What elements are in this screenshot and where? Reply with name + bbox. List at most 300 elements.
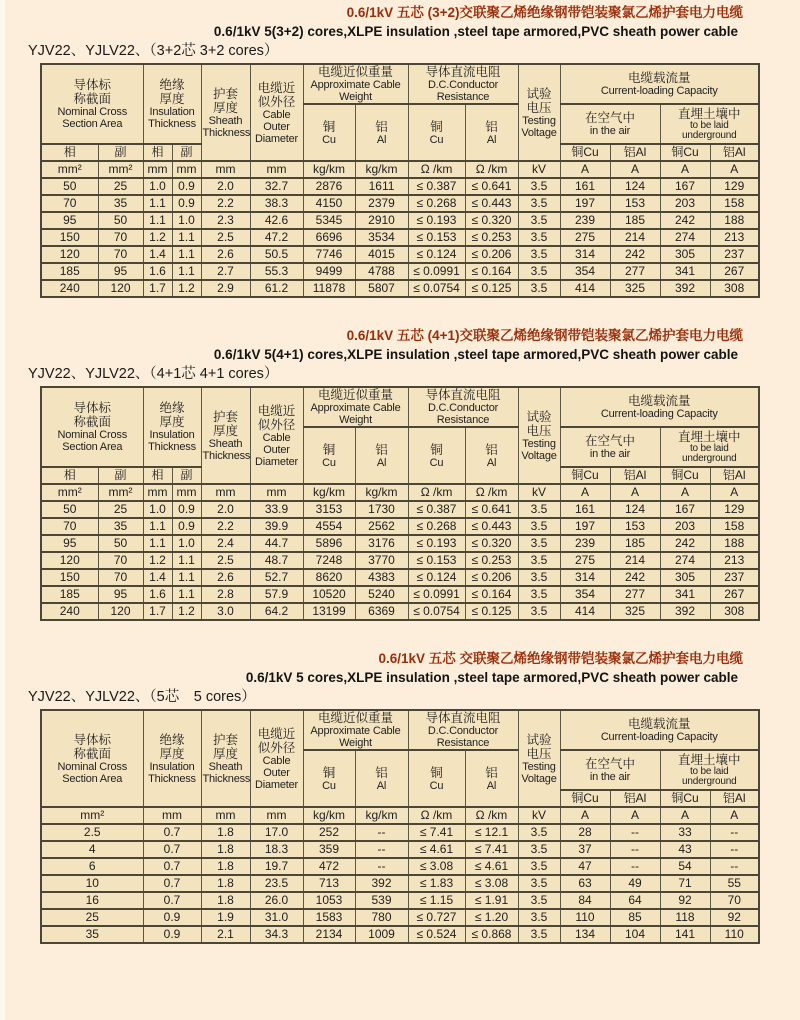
data-cell: 167 bbox=[660, 178, 710, 195]
section-title-cn: 0.6/1kV 五芯 (4+1)交联聚乙烯绝缘钢带铠装聚氯乙烯护套电力电缆 bbox=[346, 328, 743, 343]
subcol-phase: 相 bbox=[143, 144, 172, 161]
data-cell: 308 bbox=[710, 280, 759, 297]
table-row bbox=[41, 824, 759, 841]
col-header-weight-al: 铝 Al bbox=[355, 104, 408, 161]
data-cell: 3.5 bbox=[518, 280, 560, 297]
col-header-underground: 直埋土壤中 to be laid underground bbox=[660, 104, 759, 144]
data-cell: 275 bbox=[560, 552, 610, 569]
units-row bbox=[41, 807, 759, 824]
data-cell: 6369 bbox=[355, 603, 408, 620]
label-cn: 绝缘厚度 bbox=[159, 78, 185, 106]
unit-cell: kg/km bbox=[355, 161, 408, 178]
data-cell: 3770 bbox=[355, 552, 408, 569]
data-cell: 2876 bbox=[303, 178, 355, 195]
unit-cell: mm² bbox=[41, 807, 143, 824]
data-cell: 64 bbox=[610, 892, 660, 909]
data-cell: 1.0 bbox=[143, 501, 172, 518]
unit-cell: mm bbox=[250, 484, 303, 501]
data-cell: 341 bbox=[660, 586, 710, 603]
unit-cell: A bbox=[710, 484, 759, 501]
data-cell: 38.3 bbox=[250, 195, 303, 212]
data-cell: ≤ 0.387 bbox=[408, 178, 465, 195]
data-cell: 188 bbox=[710, 535, 759, 552]
data-cell: 150 bbox=[41, 569, 98, 586]
data-cell: 3.5 bbox=[518, 501, 560, 518]
data-cell: 305 bbox=[660, 246, 710, 263]
col-header-capacity: 电缆载流量 Current-loading Capacity bbox=[560, 387, 759, 427]
data-cell: ≤ 0.164 bbox=[465, 263, 518, 280]
data-cell: 1.1 bbox=[172, 569, 201, 586]
unit-cell: mm bbox=[143, 807, 201, 824]
data-cell: ≤ 0.125 bbox=[465, 603, 518, 620]
label-cn: 电缆近似外径 bbox=[257, 80, 296, 109]
unit-cell: A bbox=[710, 161, 759, 178]
data-cell: ≤ 0.727 bbox=[408, 909, 465, 926]
data-cell: -- bbox=[610, 824, 660, 841]
col-header-testing bbox=[518, 64, 560, 161]
data-cell: 252 bbox=[303, 824, 355, 841]
col-header-resistance: 导体直流电阻 D.C.Conductor Resistance bbox=[408, 710, 518, 750]
cable-section-4plus1 bbox=[0, 326, 800, 621]
data-cell: 57.9 bbox=[250, 586, 303, 603]
data-cell: 49 bbox=[610, 875, 660, 892]
units-row bbox=[41, 161, 759, 178]
data-cell: 17.0 bbox=[250, 824, 303, 841]
data-cell: ≤ 0.0754 bbox=[408, 603, 465, 620]
subcol-cu: 铜Cu bbox=[560, 467, 610, 484]
data-cell: 35 bbox=[98, 518, 143, 535]
model-line: YJV22、YJLV22、（3+2芯 3+2 cores） bbox=[28, 43, 279, 59]
subcol-aux: 副 bbox=[98, 467, 143, 484]
label-en: D.C.Conductor Resistance bbox=[427, 79, 499, 103]
subcol-cu: 铜Cu bbox=[660, 790, 710, 807]
data-cell: 2.2 bbox=[201, 518, 250, 535]
data-cell: 50.5 bbox=[250, 246, 303, 263]
data-cell: 104 bbox=[610, 926, 660, 943]
data-cell: 18.3 bbox=[250, 841, 303, 858]
data-cell: 70 bbox=[41, 518, 98, 535]
data-cell: 3176 bbox=[355, 535, 408, 552]
data-cell: 414 bbox=[560, 603, 610, 620]
label-en: Approximate Cable Weight bbox=[310, 79, 401, 103]
unit-cell: A bbox=[610, 807, 660, 824]
data-cell: 2.9 bbox=[201, 280, 250, 297]
data-cell: 25 bbox=[41, 909, 143, 926]
subcol-al: 铝Al bbox=[710, 467, 759, 484]
data-cell: 54 bbox=[660, 858, 710, 875]
col-header-weight-cu: 铜 Cu bbox=[303, 427, 355, 484]
data-cell: 392 bbox=[355, 875, 408, 892]
data-cell: 308 bbox=[710, 603, 759, 620]
col-header-resistance-cu: 铜 Cu bbox=[408, 750, 465, 807]
data-cell: 1730 bbox=[355, 501, 408, 518]
data-cell: 2.3 bbox=[201, 212, 250, 229]
subcol-phase: 相 bbox=[143, 467, 172, 484]
data-cell: 274 bbox=[660, 229, 710, 246]
data-cell: 120 bbox=[41, 552, 98, 569]
data-cell: 1.2 bbox=[143, 229, 172, 246]
data-cell: 354 bbox=[560, 263, 610, 280]
data-cell: -- bbox=[355, 824, 408, 841]
label-en: Sheath Thickness bbox=[202, 114, 251, 139]
data-cell: ≤ 0.641 bbox=[465, 178, 518, 195]
data-cell: 3.5 bbox=[518, 586, 560, 603]
data-cell: 214 bbox=[610, 552, 660, 569]
col-header-resistance-cu: 铜 Cu bbox=[408, 104, 465, 161]
data-cell: ≤ 1.15 bbox=[408, 892, 465, 909]
data-cell: 3.0 bbox=[201, 603, 250, 620]
data-cell: 16 bbox=[41, 892, 143, 909]
data-cell: 2.6 bbox=[201, 246, 250, 263]
unit-cell: mm bbox=[250, 807, 303, 824]
data-cell: 0.9 bbox=[172, 195, 201, 212]
col-header-weight: 电缆近似重量 Approximate Cable Weight bbox=[303, 387, 408, 427]
data-cell: 472 bbox=[303, 858, 355, 875]
data-cell: 92 bbox=[710, 909, 759, 926]
data-cell: 267 bbox=[710, 263, 759, 280]
data-cell: 1.8 bbox=[201, 892, 250, 909]
data-cell: 70 bbox=[98, 552, 143, 569]
data-cell: 4015 bbox=[355, 246, 408, 263]
subcol-al: 铝Al bbox=[610, 790, 660, 807]
data-cell: 392 bbox=[660, 280, 710, 297]
spec-table-4plus1 bbox=[40, 386, 760, 621]
data-cell: 3.5 bbox=[518, 841, 560, 858]
col-header-nominal bbox=[41, 64, 143, 144]
col-header-resistance-cu: 铜 Cu bbox=[408, 427, 465, 484]
col-header-sheath: 护套厚度 Sheath Thickness bbox=[201, 387, 250, 484]
col-header-diameter: 电缆近似外径 Cable Outer Diameter bbox=[250, 710, 303, 807]
data-cell: 277 bbox=[610, 263, 660, 280]
data-cell: 1.7 bbox=[143, 280, 172, 297]
data-cell: 341 bbox=[660, 263, 710, 280]
label-en: Insulation Thickness bbox=[148, 106, 196, 130]
col-header-resistance: 导体直流电阻 D.C.Conductor Resistance bbox=[408, 387, 518, 427]
label-cn: 试验电压 bbox=[526, 86, 552, 115]
data-cell: ≤ 0.524 bbox=[408, 926, 465, 943]
data-cell: 23.5 bbox=[250, 875, 303, 892]
data-cell: ≤ 0.125 bbox=[465, 280, 518, 297]
unit-cell: A bbox=[660, 807, 710, 824]
data-cell: 1.4 bbox=[143, 246, 172, 263]
data-cell: 48.7 bbox=[250, 552, 303, 569]
data-cell: 1.1 bbox=[172, 552, 201, 569]
unit-cell: kg/km bbox=[303, 161, 355, 178]
data-cell: 237 bbox=[710, 246, 759, 263]
unit-cell: A bbox=[610, 161, 660, 178]
data-cell: ≤ 1.91 bbox=[465, 892, 518, 909]
data-cell: 95 bbox=[98, 586, 143, 603]
data-cell: 239 bbox=[560, 212, 610, 229]
data-cell: 3.5 bbox=[518, 552, 560, 569]
data-cell: 2.6 bbox=[201, 569, 250, 586]
table-row bbox=[41, 909, 759, 926]
data-cell: 8620 bbox=[303, 569, 355, 586]
subcol-phase: 相 bbox=[41, 144, 98, 161]
data-cell: ≤ 0.0754 bbox=[408, 280, 465, 297]
data-cell: 242 bbox=[660, 535, 710, 552]
unit-cell: kg/km bbox=[303, 807, 355, 824]
data-cell: 11878 bbox=[303, 280, 355, 297]
data-cell: 50 bbox=[41, 501, 98, 518]
data-cell: 2.8 bbox=[201, 586, 250, 603]
data-cell: 5345 bbox=[303, 212, 355, 229]
data-cell: 4554 bbox=[303, 518, 355, 535]
data-cell: 110 bbox=[710, 926, 759, 943]
data-cell: 4788 bbox=[355, 263, 408, 280]
subcol-al: 铝Al bbox=[610, 144, 660, 161]
unit-cell: Ω /km bbox=[408, 161, 465, 178]
unit-cell: A bbox=[710, 807, 759, 824]
unit-cell: mm bbox=[172, 484, 201, 501]
data-cell: 325 bbox=[610, 280, 660, 297]
data-cell: 3.5 bbox=[518, 178, 560, 195]
data-cell: 5240 bbox=[355, 586, 408, 603]
data-cell: 0.9 bbox=[172, 501, 201, 518]
data-cell: 1.2 bbox=[172, 603, 201, 620]
data-cell: 124 bbox=[610, 178, 660, 195]
data-cell: 1.1 bbox=[172, 586, 201, 603]
table-body bbox=[41, 501, 759, 620]
data-cell: 120 bbox=[98, 603, 143, 620]
data-cell: ≤ 12.1 bbox=[465, 824, 518, 841]
unit-cell: kg/km bbox=[303, 484, 355, 501]
table-row bbox=[41, 552, 759, 569]
data-cell: 70 bbox=[98, 569, 143, 586]
data-cell: 3.5 bbox=[518, 926, 560, 943]
table-row bbox=[41, 841, 759, 858]
data-cell: 392 bbox=[660, 603, 710, 620]
table-row bbox=[41, 518, 759, 535]
table-row bbox=[41, 229, 759, 246]
data-cell: 203 bbox=[660, 195, 710, 212]
data-cell: 314 bbox=[560, 246, 610, 263]
unit-cell: kg/km bbox=[355, 484, 408, 501]
unit-cell: mm bbox=[201, 484, 250, 501]
data-cell: 2910 bbox=[355, 212, 408, 229]
data-cell: 61.2 bbox=[250, 280, 303, 297]
data-cell: 3.5 bbox=[518, 229, 560, 246]
data-cell: 70 bbox=[98, 246, 143, 263]
data-cell: ≤ 0.164 bbox=[465, 586, 518, 603]
data-cell: 4383 bbox=[355, 569, 408, 586]
data-cell: ≤ 1.20 bbox=[465, 909, 518, 926]
data-cell: ≤ 0.253 bbox=[465, 552, 518, 569]
data-cell: 31.0 bbox=[250, 909, 303, 926]
data-cell: 4150 bbox=[303, 195, 355, 212]
table-row bbox=[41, 501, 759, 518]
subcol-aux: 副 bbox=[172, 467, 201, 484]
data-cell: 274 bbox=[660, 552, 710, 569]
col-header-capacity: 电缆载流量 Current-loading Capacity bbox=[560, 710, 759, 750]
data-cell: 3.5 bbox=[518, 603, 560, 620]
label-en: Testing Voltage bbox=[521, 114, 557, 139]
data-cell: 3.5 bbox=[518, 858, 560, 875]
data-cell: 10520 bbox=[303, 586, 355, 603]
data-cell: 95 bbox=[41, 212, 98, 229]
section-title-en: 0.6/1kV 5 cores,XLPE insulation ,steel tape armored,PVC sheath power cable bbox=[245, 670, 738, 685]
data-cell: 2134 bbox=[303, 926, 355, 943]
data-cell: 1.6 bbox=[143, 586, 172, 603]
data-cell: 1.1 bbox=[143, 535, 172, 552]
col-header-resistance-al: 铝 Al bbox=[465, 104, 518, 161]
data-cell: 1.0 bbox=[143, 178, 172, 195]
label-cn: 导体标称截面 bbox=[73, 78, 111, 106]
unit-cell: A bbox=[610, 484, 660, 501]
data-cell: 153 bbox=[610, 195, 660, 212]
table-row bbox=[41, 195, 759, 212]
col-header-nominal: 导体标称截面 Nominal Cross Section Area bbox=[41, 710, 143, 807]
data-cell: 34.3 bbox=[250, 926, 303, 943]
data-cell: 95 bbox=[98, 263, 143, 280]
data-cell: 3.5 bbox=[518, 569, 560, 586]
table-row bbox=[41, 603, 759, 620]
data-cell: 2.5 bbox=[201, 229, 250, 246]
data-cell: 43 bbox=[660, 841, 710, 858]
data-cell: 2379 bbox=[355, 195, 408, 212]
subcol-cu: 铜Cu bbox=[560, 144, 610, 161]
data-cell: 1.1 bbox=[172, 263, 201, 280]
data-cell: 42.6 bbox=[250, 212, 303, 229]
data-cell: ≤ 0.153 bbox=[408, 552, 465, 569]
data-cell: 242 bbox=[610, 246, 660, 263]
data-cell: 213 bbox=[710, 229, 759, 246]
subcol-cu: 铜Cu bbox=[660, 467, 710, 484]
data-cell: -- bbox=[355, 841, 408, 858]
data-cell: 0.7 bbox=[143, 858, 201, 875]
data-cell: 71 bbox=[660, 875, 710, 892]
unit-cell: mm² bbox=[98, 484, 143, 501]
unit-cell: A bbox=[560, 161, 610, 178]
data-cell: 539 bbox=[355, 892, 408, 909]
data-cell: 167 bbox=[660, 501, 710, 518]
data-cell: 1.1 bbox=[143, 212, 172, 229]
data-cell: 118 bbox=[660, 909, 710, 926]
label-en: Current-loading Capacity bbox=[600, 85, 718, 97]
col-header-underground: 直埋土壤中 to be laid underground bbox=[660, 750, 759, 790]
data-cell: 237 bbox=[710, 569, 759, 586]
col-header-sheath bbox=[201, 64, 250, 161]
data-cell: -- bbox=[355, 858, 408, 875]
data-cell: 314 bbox=[560, 569, 610, 586]
data-cell: 7746 bbox=[303, 246, 355, 263]
table-row bbox=[41, 535, 759, 552]
spec-table-5cores bbox=[40, 709, 760, 944]
table-row bbox=[41, 246, 759, 263]
col-header-sheath: 护套厚度 Sheath Thickness bbox=[201, 710, 250, 807]
data-cell: ≤ 0.641 bbox=[465, 501, 518, 518]
col-header-weight bbox=[303, 64, 408, 104]
data-cell: 197 bbox=[560, 518, 610, 535]
subcol-aux: 副 bbox=[172, 144, 201, 161]
data-cell: 1.7 bbox=[143, 603, 172, 620]
data-cell: 1.6 bbox=[143, 263, 172, 280]
data-cell: 0.9 bbox=[143, 926, 201, 943]
data-cell: 153 bbox=[610, 518, 660, 535]
unit-cell: mm bbox=[201, 161, 250, 178]
data-cell: ≤ 3.08 bbox=[408, 858, 465, 875]
data-cell: 13199 bbox=[303, 603, 355, 620]
data-cell: 275 bbox=[560, 229, 610, 246]
label-en: Cable Outer Diameter bbox=[255, 108, 299, 145]
unit-cell: kV bbox=[518, 161, 560, 178]
data-cell: ≤ 0.0991 bbox=[408, 263, 465, 280]
data-cell: 213 bbox=[710, 552, 759, 569]
data-cell: 1.4 bbox=[143, 569, 172, 586]
data-cell: 3.5 bbox=[518, 875, 560, 892]
data-cell: 37 bbox=[560, 841, 610, 858]
data-cell: 3.5 bbox=[518, 518, 560, 535]
data-cell: ≤ 0.124 bbox=[408, 246, 465, 263]
data-cell: 2.5 bbox=[201, 552, 250, 569]
table-row bbox=[41, 212, 759, 229]
data-cell: 92 bbox=[660, 892, 710, 909]
subcol-al: 铝Al bbox=[610, 467, 660, 484]
data-cell: 2.4 bbox=[201, 535, 250, 552]
table-row bbox=[41, 875, 759, 892]
data-cell: ≤ 0.268 bbox=[408, 518, 465, 535]
unit-cell: Ω /km bbox=[465, 807, 518, 824]
data-cell: ≤ 4.61 bbox=[465, 858, 518, 875]
col-header-weight: 电缆近似重量 Approximate Cable Weight bbox=[303, 710, 408, 750]
data-cell: 185 bbox=[610, 212, 660, 229]
data-cell: ≤ 0.387 bbox=[408, 501, 465, 518]
data-cell: 1.2 bbox=[172, 280, 201, 297]
data-cell: 32.7 bbox=[250, 178, 303, 195]
data-cell: 55.3 bbox=[250, 263, 303, 280]
col-header-weight-al: 铝 Al bbox=[355, 750, 408, 807]
col-header-capacity bbox=[560, 64, 759, 104]
data-cell: 0.7 bbox=[143, 875, 201, 892]
data-cell: 2.0 bbox=[201, 178, 250, 195]
data-cell: 305 bbox=[660, 569, 710, 586]
subcol-phase: 相 bbox=[41, 467, 98, 484]
data-cell: 3.5 bbox=[518, 824, 560, 841]
section-title-en: 0.6/1kV 5(3+2) cores,XLPE insulation ,steel tape armored,PVC sheath power cable bbox=[213, 24, 738, 39]
unit-cell: mm bbox=[143, 484, 172, 501]
unit-cell: Ω /km bbox=[408, 484, 465, 501]
data-cell: 242 bbox=[660, 212, 710, 229]
data-cell: 239 bbox=[560, 535, 610, 552]
data-cell: ≤ 7.41 bbox=[408, 824, 465, 841]
data-cell: 4 bbox=[41, 841, 143, 858]
label-cn: 电缆近似重量 bbox=[318, 65, 394, 79]
data-cell: 0.7 bbox=[143, 824, 201, 841]
data-cell: ≤ 1.83 bbox=[408, 875, 465, 892]
subcol-aux: 副 bbox=[98, 144, 143, 161]
data-cell: 9499 bbox=[303, 263, 355, 280]
data-cell: 2.7 bbox=[201, 263, 250, 280]
data-cell: 141 bbox=[660, 926, 710, 943]
unit-cell: A bbox=[660, 161, 710, 178]
data-cell: 7248 bbox=[303, 552, 355, 569]
spec-table-3plus2 bbox=[40, 63, 760, 298]
unit-cell: mm bbox=[201, 807, 250, 824]
data-cell: 780 bbox=[355, 909, 408, 926]
data-cell: 1.8 bbox=[201, 858, 250, 875]
data-cell: 35 bbox=[98, 195, 143, 212]
unit-cell: mm² bbox=[98, 161, 143, 178]
data-cell: 25 bbox=[98, 501, 143, 518]
data-cell: 1.8 bbox=[201, 875, 250, 892]
data-cell: 3.5 bbox=[518, 246, 560, 263]
data-cell: 0.9 bbox=[143, 909, 201, 926]
data-cell: ≤ 0.443 bbox=[465, 518, 518, 535]
data-cell: 63 bbox=[560, 875, 610, 892]
data-cell: ≤ 0.206 bbox=[465, 246, 518, 263]
subcol-cu: 铜Cu bbox=[560, 790, 610, 807]
data-cell: 1583 bbox=[303, 909, 355, 926]
